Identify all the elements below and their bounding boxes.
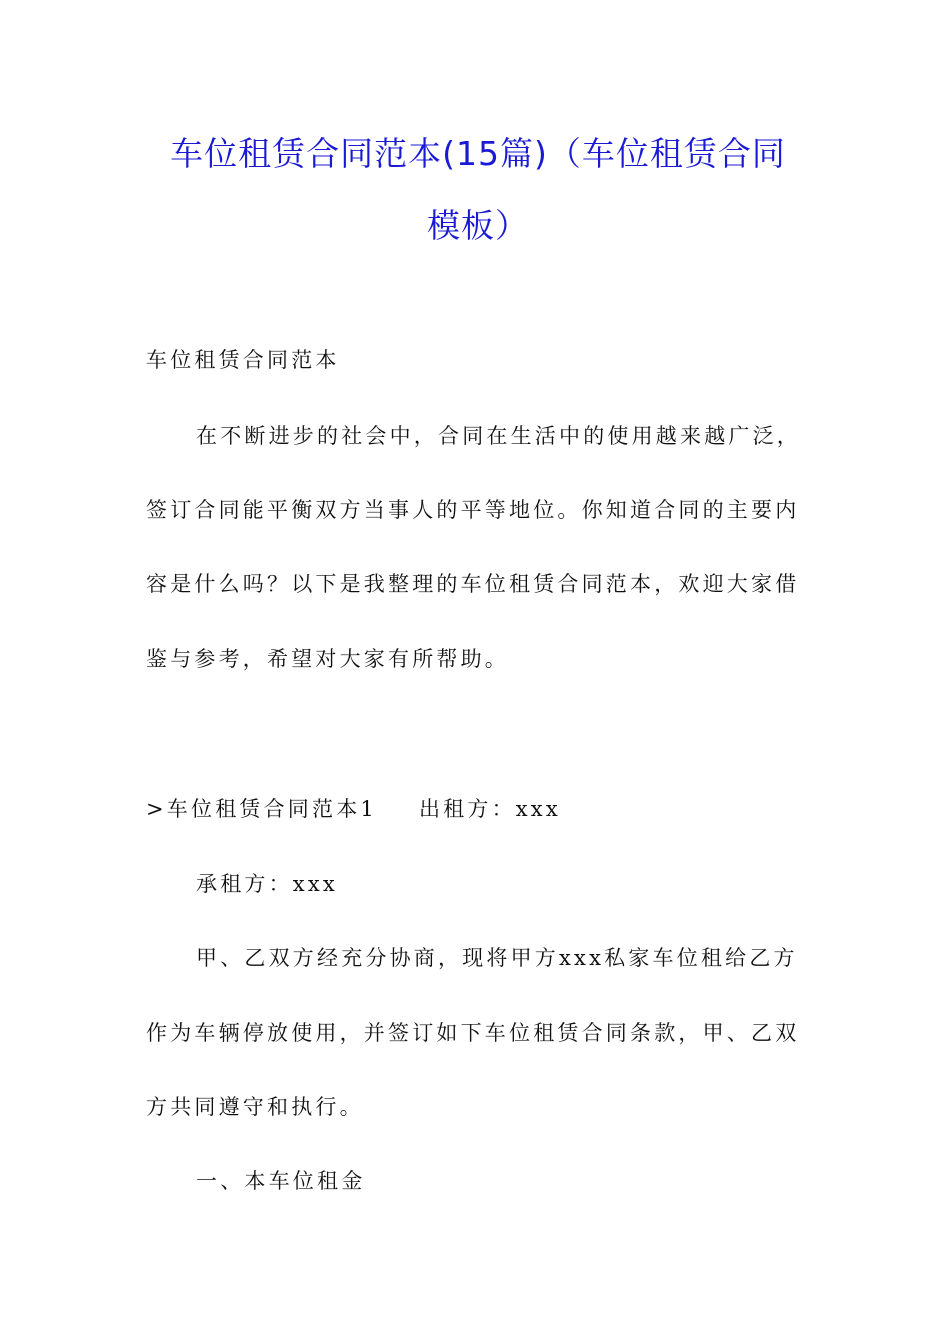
intro-line-2: 签订合同能平衡双方当事人的平等地位。你知道合同的主要内	[146, 498, 800, 522]
section-1-heading: >车位租赁合同范本1	[146, 797, 377, 821]
body-line-1: 甲、乙双方经充分协商，现将甲方xxx私家车位租给乙方	[196, 946, 798, 970]
intro-line-4: 鉴与参考，希望对大家有所帮助。	[146, 647, 509, 671]
section-heading-row	[146, 795, 561, 823]
subtitle: 车位租赁合同范本	[146, 348, 340, 372]
lessor-line: 出租方：xxx	[418, 797, 561, 821]
clause-1-heading: 一、本车位租金	[196, 1169, 366, 1193]
document-title-line-2: 模板）	[427, 206, 529, 245]
intro-line-1: 在不断进步的社会中，合同在生活中的使用越来越广泛，	[196, 424, 801, 448]
body-line-3: 方共同遵守和执行。	[146, 1095, 364, 1119]
intro-line-3: 容是什么吗？以下是我整理的车位租赁合同范本，欢迎大家借	[146, 572, 800, 596]
body-line-2: 作为车辆停放使用，并签订如下车位租赁合同条款，甲、乙双	[146, 1021, 800, 1045]
lessee-line: 承租方：xxx	[196, 872, 338, 896]
document-title-line-1: 车位租赁合同范本(15篇)（车位租赁合同	[170, 134, 786, 173]
